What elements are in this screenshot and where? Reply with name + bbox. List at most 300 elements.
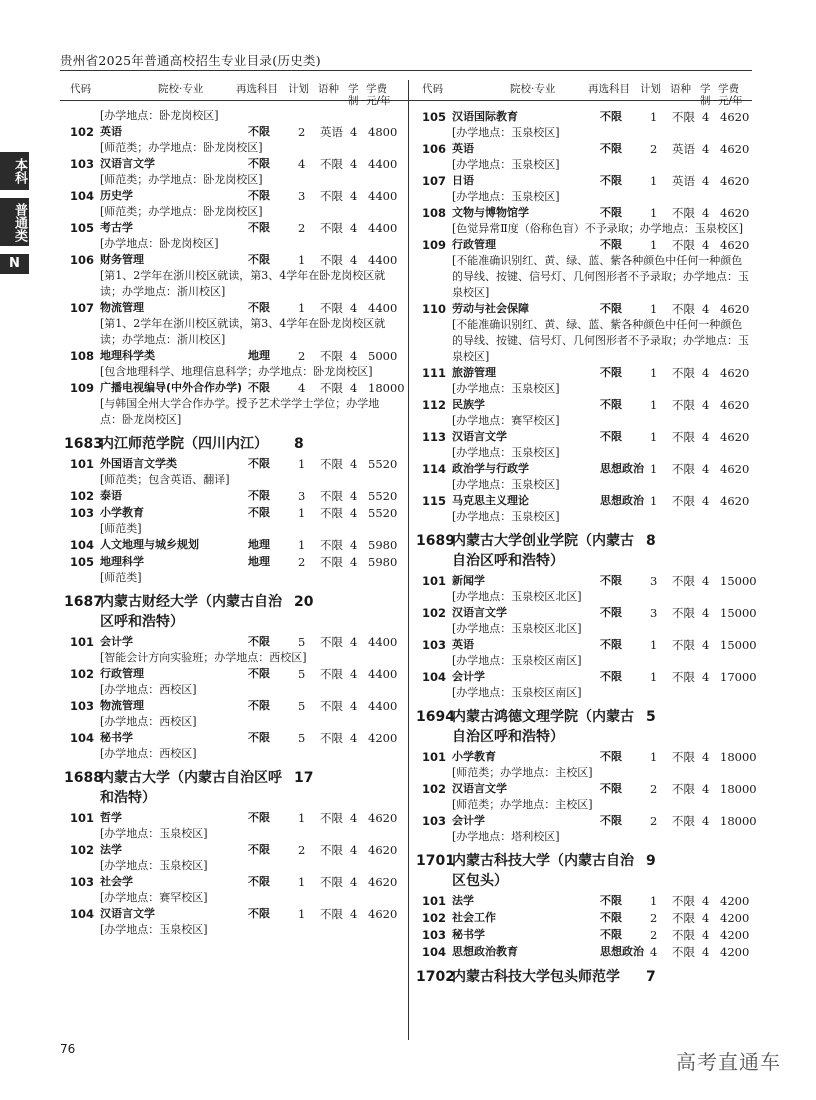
major-code: 105	[70, 555, 95, 569]
major-row	[414, 813, 757, 845]
major-years: 4	[350, 811, 358, 825]
major-fee: 15000	[720, 606, 757, 620]
right-column	[414, 81, 757, 989]
major-language: 不限	[672, 750, 695, 764]
major-years: 4	[702, 945, 710, 959]
major-language: 不限	[320, 555, 343, 569]
major-fee: 18000	[720, 782, 757, 796]
major-name: 行政管理	[100, 667, 144, 680]
school-total: 20	[294, 594, 314, 610]
major-language: 不限	[672, 670, 695, 684]
major-language: 不限	[672, 206, 695, 220]
major-code: 101	[70, 457, 95, 471]
major-code: 103	[70, 506, 95, 520]
major-note: [办学地点：玉泉校区]	[100, 827, 208, 840]
major-main-line	[414, 605, 757, 622]
major-language: 不限	[672, 494, 695, 508]
major-plan: 5	[298, 731, 306, 745]
major-note: [智能会计方向实验班；办学地点：西校区]	[100, 651, 307, 664]
major-language: 不限	[320, 221, 343, 235]
column-header	[62, 81, 402, 109]
major-plan: 2	[650, 928, 658, 942]
major-main-line	[414, 109, 754, 126]
major-name: 历史学	[100, 189, 133, 202]
major-note: [第1、2学年在浙川校区就读，第3、4学年在卧龙岗校区就读；办学地点：浙川校区]	[100, 269, 386, 298]
major-main-line	[62, 456, 402, 473]
major-row	[414, 173, 754, 205]
major-main-line	[62, 906, 402, 923]
major-subject: 思想政治	[600, 462, 644, 475]
major-plan: 1	[650, 638, 658, 652]
major-language: 不限	[320, 301, 343, 315]
major-language: 不限	[672, 638, 695, 652]
major-years: 4	[350, 301, 358, 315]
major-code: 105	[70, 221, 95, 235]
school-code: 1702	[416, 969, 455, 985]
major-main-line	[62, 842, 402, 859]
major-row	[62, 874, 402, 906]
major-years: 4	[702, 494, 710, 508]
major-years: 4	[702, 174, 710, 188]
major-note: [办学地点：西校区]	[100, 747, 197, 760]
major-language: 不限	[672, 366, 695, 380]
major-main-line	[414, 301, 754, 318]
major-main-line	[414, 893, 754, 910]
major-plan: 1	[650, 670, 658, 684]
major-row	[62, 220, 402, 252]
major-language: 不限	[320, 811, 343, 825]
major-fee: 4400	[368, 699, 398, 713]
major-subject: 不限	[248, 125, 270, 138]
header-rule	[60, 70, 752, 71]
major-language: 不限	[320, 538, 343, 552]
major-fee: 4200	[720, 945, 750, 959]
major-main-line	[414, 397, 754, 414]
school-code: 1694	[416, 709, 455, 725]
major-fee: 4620	[720, 366, 750, 380]
major-note: [办学地点：塔利校区]	[452, 830, 560, 843]
major-language: 不限	[320, 349, 343, 363]
major-row	[414, 205, 754, 237]
major-subject: 不限	[600, 366, 622, 379]
major-row	[62, 488, 402, 505]
column-header	[414, 81, 754, 109]
major-fee: 4620	[720, 174, 750, 188]
school-total: 5	[646, 709, 656, 725]
major-name: 英语	[100, 125, 122, 138]
major-main-line	[62, 380, 405, 397]
major-name: 社会学	[100, 875, 133, 888]
major-language: 不限	[672, 911, 695, 925]
major-name: 秘书学	[100, 731, 133, 744]
major-subject: 不限	[600, 750, 622, 763]
major-code: 102	[422, 782, 447, 796]
major-years: 4	[702, 606, 710, 620]
major-years: 4	[702, 430, 710, 444]
major-language: 不限	[672, 398, 695, 412]
major-plan: 1	[298, 301, 306, 315]
major-years: 4	[702, 638, 710, 652]
school-name: 内蒙古大学（内蒙古自治区呼和浩特）	[100, 770, 282, 806]
major-row	[414, 637, 757, 669]
major-main-line	[414, 141, 754, 158]
major-language: 不限	[320, 189, 343, 203]
major-main-line	[62, 666, 402, 683]
major-subject: 不限	[248, 875, 270, 888]
major-code: 101	[70, 811, 95, 825]
major-plan: 5	[298, 699, 306, 713]
col-school: 院校·专业	[158, 83, 204, 95]
major-note: [办学地点：西校区]	[100, 683, 197, 696]
major-subject: 地理	[248, 349, 270, 362]
major-subject: 不限	[600, 894, 622, 907]
major-plan: 1	[298, 457, 306, 471]
major-fee: 5000	[368, 349, 398, 363]
major-name: 会计学	[100, 635, 133, 648]
col-sys: 学制	[700, 83, 711, 107]
major-note: [与韩国全州大学合作办学。授予艺术学学士学位；办学地点：卧龙岗校区]	[100, 397, 380, 426]
major-row	[62, 698, 402, 730]
major-row	[414, 109, 754, 141]
major-plan: 1	[650, 366, 658, 380]
major-subject: 不限	[600, 430, 622, 443]
major-plan: 4	[650, 945, 658, 959]
major-language: 不限	[672, 814, 695, 828]
major-note: [办学地点：西校区]	[100, 715, 197, 728]
major-note: [办学地点：赛罕校区]	[452, 414, 560, 427]
major-name: 民族学	[452, 398, 485, 411]
major-years: 4	[702, 110, 710, 124]
school-name: 内蒙古科技大学包头师范学	[452, 969, 620, 985]
major-code: 103	[422, 928, 447, 942]
major-name: 会计学	[452, 814, 485, 827]
major-subject: 不限	[248, 253, 270, 266]
school-row	[62, 592, 402, 632]
major-language: 不限	[320, 489, 343, 503]
major-note: [不能准确识别红、黄、绿、蓝、紫各种颜色中任何一种颜色的导线、按键、信号灯、几何图形者不予录取；办学地点：玉泉校区]	[452, 318, 749, 363]
major-name: 小学教育	[452, 750, 496, 763]
school-total: 7	[646, 969, 656, 985]
major-fee: 17000	[720, 670, 757, 684]
major-name: 汉语言文学	[452, 430, 507, 443]
major-plan: 3	[298, 189, 306, 203]
major-fee: 4200	[720, 894, 750, 908]
major-row	[62, 456, 402, 488]
major-name: 哲学	[100, 811, 122, 824]
major-note: [师范类；办学地点：卧龙岗校区]	[100, 205, 263, 218]
major-fee: 4620	[368, 843, 398, 857]
major-plan: 2	[650, 142, 658, 156]
major-subject: 不限	[248, 667, 270, 680]
major-years: 4	[350, 457, 358, 471]
major-name: 旅游管理	[452, 366, 496, 379]
major-main-line	[62, 537, 402, 554]
major-row	[414, 429, 754, 461]
school-row	[414, 851, 754, 891]
major-name: 汉语言文学	[452, 782, 507, 795]
major-code: 104	[70, 731, 95, 745]
major-fee: 5980	[368, 538, 398, 552]
major-name: 考古学	[100, 221, 133, 234]
page-header-title: 贵州省2025年普通高校招生专业目录(历史类)	[60, 53, 321, 68]
major-name: 会计学	[452, 670, 485, 683]
major-subject: 思想政治	[600, 945, 644, 958]
major-language: 不限	[320, 731, 343, 745]
major-subject: 不限	[600, 142, 622, 155]
major-main-line	[414, 944, 754, 961]
major-row	[414, 781, 757, 813]
major-note: [第1、2学年在浙川校区就读，第3、4学年在卧龙岗校区就读；办学地点：浙川校区]	[100, 317, 386, 346]
major-years: 4	[350, 699, 358, 713]
major-note: [办学地点：玉泉校区]	[452, 478, 560, 491]
major-fee: 4620	[720, 142, 750, 156]
major-row	[414, 141, 754, 173]
major-language: 不限	[672, 928, 695, 942]
major-note: [色觉异常Ⅱ度（俗称色盲）不予录取；办学地点：玉泉校区]	[452, 222, 744, 235]
major-fee: 4620	[368, 811, 398, 825]
major-language: 不限	[320, 843, 343, 857]
major-name: 日语	[452, 174, 474, 187]
major-fee: 4400	[368, 253, 398, 267]
major-name: 法学	[452, 894, 474, 907]
major-language: 不限	[320, 667, 343, 681]
major-plan: 2	[650, 911, 658, 925]
major-main-line	[62, 252, 402, 269]
major-row	[414, 669, 757, 701]
major-note: [包含地理科学、地理信息科学；办学地点：卧龙岗校区]	[100, 365, 373, 378]
major-years: 4	[350, 489, 358, 503]
major-years: 4	[702, 814, 710, 828]
major-plan: 2	[650, 814, 658, 828]
major-code: 105	[422, 110, 447, 124]
major-row	[62, 188, 402, 220]
major-subject: 不限	[600, 928, 622, 941]
major-years: 4	[350, 253, 358, 267]
major-note: [办学地点：玉泉校区南区]	[452, 654, 582, 667]
major-fee: 4400	[368, 221, 398, 235]
major-subject: 不限	[600, 110, 622, 123]
major-name: 地理科学	[100, 555, 144, 568]
major-name: 物流管理	[100, 699, 144, 712]
major-name: 财务管理	[100, 253, 144, 266]
major-years: 4	[350, 875, 358, 889]
major-fee: 5520	[368, 506, 398, 520]
major-subject: 不限	[248, 301, 270, 314]
major-subject: 不限	[600, 814, 622, 827]
major-main-line	[62, 730, 402, 747]
major-main-line	[62, 554, 402, 571]
major-name: 物流管理	[100, 301, 144, 314]
major-subject: 不限	[600, 398, 622, 411]
major-main-line	[62, 698, 402, 715]
major-note: [办学地点：玉泉校区]	[100, 923, 208, 936]
major-plan: 1	[650, 206, 658, 220]
major-plan: 5	[298, 667, 306, 681]
major-main-line	[414, 493, 754, 510]
school-code: 1683	[64, 436, 103, 452]
school-total: 17	[294, 770, 314, 786]
major-code: 104	[70, 189, 95, 203]
major-main-line	[414, 910, 754, 927]
school-name: 内蒙古鸿德文理学院（内蒙古自治区呼和浩特）	[452, 709, 634, 745]
major-row	[62, 300, 402, 348]
school-code: 1687	[64, 594, 103, 610]
major-note: [办学地点：玉泉校区]	[452, 190, 560, 203]
major-language: 不限	[320, 907, 343, 921]
major-years: 4	[702, 302, 710, 316]
major-name: 文物与博物馆学	[452, 206, 529, 219]
major-main-line	[62, 124, 402, 141]
major-years: 4	[350, 381, 358, 395]
major-language: 不限	[672, 782, 695, 796]
major-fee: 4620	[720, 110, 750, 124]
major-row	[62, 666, 402, 698]
major-language: 英语	[320, 125, 343, 139]
major-years: 4	[702, 750, 710, 764]
major-fee: 4620	[720, 206, 750, 220]
major-code: 110	[422, 302, 447, 316]
school-name: 内蒙古科技大学（内蒙古自治区包头）	[452, 853, 634, 889]
left-column	[62, 81, 405, 938]
major-fee: 15000	[720, 574, 757, 588]
major-code: 115	[422, 494, 447, 508]
watermark: 高考直通车	[676, 1050, 781, 1074]
major-subject: 不限	[600, 206, 622, 219]
major-subject: 不限	[600, 174, 622, 187]
major-language: 不限	[320, 457, 343, 471]
major-note: [办学地点：玉泉校区]	[452, 382, 560, 395]
col-code: 代码	[422, 83, 443, 95]
major-note: [办学地点：玉泉校区北区]	[452, 622, 582, 635]
major-years: 4	[702, 670, 710, 684]
major-language: 不限	[320, 506, 343, 520]
major-main-line	[62, 634, 402, 651]
major-subject: 不限	[248, 811, 270, 824]
major-plan: 2	[650, 782, 658, 796]
major-note: [师范类]	[100, 571, 142, 584]
major-code: 102	[70, 489, 95, 503]
major-language: 不限	[672, 574, 695, 588]
major-row	[62, 124, 402, 156]
major-plan: 1	[650, 894, 658, 908]
major-note: [师范类；办学地点：卧龙岗校区]	[100, 173, 263, 186]
major-note: [办学地点：玉泉校区]	[452, 446, 560, 459]
major-row	[414, 944, 754, 961]
major-name: 外国语言文学类	[100, 457, 177, 470]
school-name: 内蒙古大学创业学院（内蒙古自治区呼和浩特）	[452, 533, 634, 569]
major-plan: 1	[298, 811, 306, 825]
major-fee: 4620	[720, 494, 750, 508]
major-plan: 1	[650, 302, 658, 316]
major-subject: 不限	[248, 457, 270, 470]
school-code: 1701	[416, 853, 455, 869]
major-plan: 1	[650, 238, 658, 252]
major-code: 111	[422, 366, 447, 380]
major-language: 英语	[672, 142, 695, 156]
major-code: 106	[422, 142, 447, 156]
major-subject: 不限	[600, 238, 622, 251]
major-fee: 4620	[720, 238, 750, 252]
major-language: 不限	[672, 894, 695, 908]
col-lang: 语种	[318, 83, 339, 95]
major-row	[62, 252, 402, 300]
major-row	[62, 156, 402, 188]
major-main-line	[62, 505, 402, 522]
major-language: 不限	[672, 110, 695, 124]
major-plan: 3	[650, 574, 658, 588]
col-plan: 计划	[288, 83, 309, 95]
major-language: 不限	[672, 606, 695, 620]
major-main-line	[414, 365, 754, 382]
major-code: 103	[422, 814, 447, 828]
major-language: 不限	[320, 157, 343, 171]
major-plan: 1	[650, 398, 658, 412]
major-code: 104	[422, 945, 447, 959]
major-fee: 18000	[720, 750, 757, 764]
major-name: 马克思主义理论	[452, 494, 529, 507]
school-code: 1688	[64, 770, 103, 786]
major-subject: 不限	[248, 907, 270, 920]
major-language: 不限	[320, 381, 343, 395]
major-fee: 4620	[720, 398, 750, 412]
major-fee: 4200	[720, 928, 750, 942]
major-years: 4	[702, 366, 710, 380]
major-subject: 思想政治	[600, 494, 644, 507]
major-name: 劳动与社会保障	[452, 302, 529, 315]
major-note: [办学地点：玉泉校区南区]	[452, 686, 582, 699]
major-subject: 不限	[248, 843, 270, 856]
major-code: 103	[70, 875, 95, 889]
major-plan: 2	[298, 221, 306, 235]
col-subject: 再选科目	[588, 83, 630, 95]
major-row	[414, 573, 757, 605]
major-fee: 4620	[720, 302, 750, 316]
major-plan: 3	[298, 489, 306, 503]
major-row	[414, 365, 754, 397]
major-main-line	[414, 637, 757, 654]
major-code: 113	[422, 430, 447, 444]
major-language: 不限	[320, 635, 343, 649]
major-row	[62, 810, 402, 842]
major-row	[414, 461, 754, 493]
major-subject: 不限	[248, 189, 270, 202]
major-subject: 不限	[600, 574, 622, 587]
major-plan: 2	[298, 349, 306, 363]
major-code: 104	[70, 538, 95, 552]
major-subject: 不限	[600, 670, 622, 683]
major-subject: 不限	[600, 638, 622, 651]
major-note: [师范类]	[100, 522, 142, 535]
major-main-line	[414, 205, 754, 222]
major-fee: 4400	[368, 157, 398, 171]
major-row	[414, 397, 754, 429]
major-code: 103	[70, 157, 95, 171]
major-main-line	[414, 749, 757, 766]
major-years: 4	[350, 189, 358, 203]
major-fee: 18000	[720, 814, 757, 828]
major-main-line	[62, 188, 402, 205]
major-years: 4	[702, 398, 710, 412]
major-code: 102	[70, 843, 95, 857]
major-years: 4	[702, 238, 710, 252]
major-note: [办学地点：赛罕校区]	[100, 891, 208, 904]
major-plan: 4	[298, 157, 306, 171]
major-years: 4	[702, 928, 710, 942]
school-total: 9	[646, 853, 656, 869]
major-name: 行政管理	[452, 238, 496, 251]
major-plan: 1	[298, 875, 306, 889]
major-row	[62, 554, 402, 586]
